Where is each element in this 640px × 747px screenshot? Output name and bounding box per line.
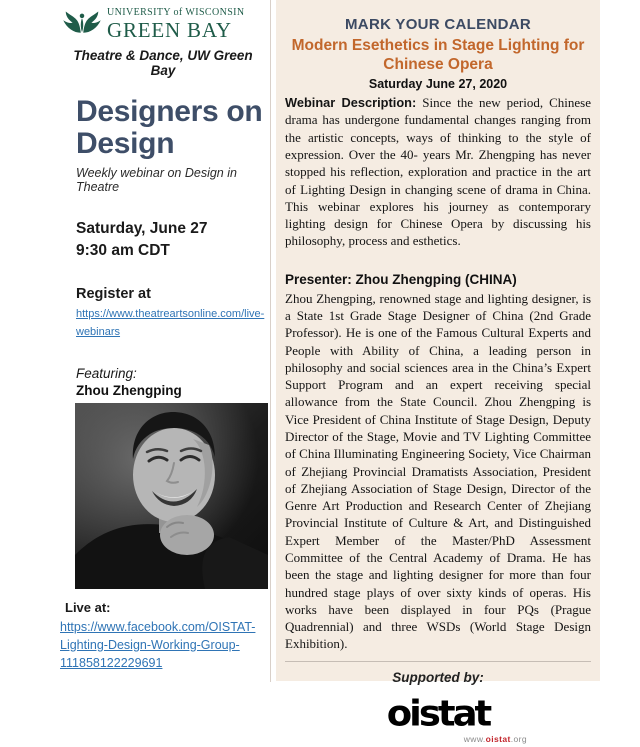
webinar-description <box>285 94 591 250</box>
oistat-url-brand: oistat <box>485 733 511 744</box>
department-line: Theatre & Dance, UW Green Bay <box>73 47 253 78</box>
presenter-heading: Presenter: Zhou Zhengping (CHINA) <box>285 271 517 287</box>
featuring-label: Featuring: <box>76 365 137 381</box>
page-title: Designers on Design <box>76 94 263 160</box>
page-subtitle: Weekly webinar on Design in Theatre <box>76 166 237 195</box>
facebook-live-link[interactable]: https://www.facebook.com/OISTAT-Lighting-Design-Working-Group-111858122229691 <box>60 619 256 670</box>
left-column <box>0 0 270 691</box>
supported-by-label: Supported by: <box>392 669 484 685</box>
event-time-line: 9:30 am CDT <box>76 242 170 260</box>
oistat-logo <box>333 691 543 747</box>
university-name-line2: GREEN BAY <box>107 17 232 42</box>
column-divider <box>270 0 271 682</box>
section-divider <box>285 661 591 662</box>
live-at-label: Live at: <box>65 599 111 615</box>
event-date: Saturday June 27, 2020 <box>368 77 508 92</box>
oistat-wordmark: oistat <box>386 692 490 734</box>
event-title: Modern Esethetics in Stage Lighting for Chinese Opera <box>291 37 585 73</box>
university-logo <box>62 8 270 41</box>
presenter-photo <box>75 403 268 589</box>
webinar-description-text: Since the new period, Chinese drama has undergone fundamental changes ranging from the artistic concepts, ways of thinking to the style of expression. Over the 40- years Mr. Zhengping has never stopped his reflection, exploration and practice in the art of Lighting Design in changing scene of drama in China. This webinar explores his journey as contemporary lighting design for Chinese Opera by discussing his philosophy, process and esthetics. <box>285 95 591 249</box>
oistat-url-prefix: www. <box>463 733 486 744</box>
event-details-panel <box>276 0 600 744</box>
register-label: Register at <box>76 286 151 303</box>
presenter-bio: Zhou Zhengping, renowned stage and lighting designer, is a State 1st Grade Stage Designer of China (2nd Grade Professor). He is one of the Famous Cultural Experts and People with Ability of China, a leading person in philosophy and social sciences area in the China’s Expert Support Program and an expert receiving special allowance from the State Council. Zhou Zhengping is Vice President of China Institute of Stage Design, Deputy Director of the Stage, Movie and TV Lighting Committee of China Illuminating Engineering Society, Vice Chairman of Zhejiang Provincial Dramatists Association, President of Zhejiang Association of Stage Design, Director of the Genre Art Production and Research Center of Zhejiang Provincial Institute of Culture & Art, and Distinguished Expert Member of the Master/PhD Assessment Committee of the Central Academy of Drama. He has been the stage and lighting designer for more than four hundred stage plays of over sixty kinds of operas. His works have been displayed in four PQs (Prague Quadrennial) and three WSDs (World Stage Design Exhibition). <box>285 290 591 652</box>
event-datetime <box>76 218 270 262</box>
event-date-line: Saturday, June 27 <box>76 220 208 238</box>
featuring-name: Zhou Zhengping <box>76 382 182 398</box>
webinar-description-label: Webinar Description: <box>285 95 417 111</box>
university-name-line1: UNIVERSITY of WISCONSIN <box>107 7 245 18</box>
oistat-url-suffix: .org <box>510 733 527 744</box>
oistat-url <box>464 734 527 744</box>
uwgb-phoenix-icon <box>62 9 102 39</box>
university-wordmark <box>107 8 245 41</box>
calendar-heading: MARK YOUR CALENDAR <box>345 16 531 33</box>
register-link[interactable]: https://www.theatreartsonline.com/live-webinars <box>76 308 265 338</box>
